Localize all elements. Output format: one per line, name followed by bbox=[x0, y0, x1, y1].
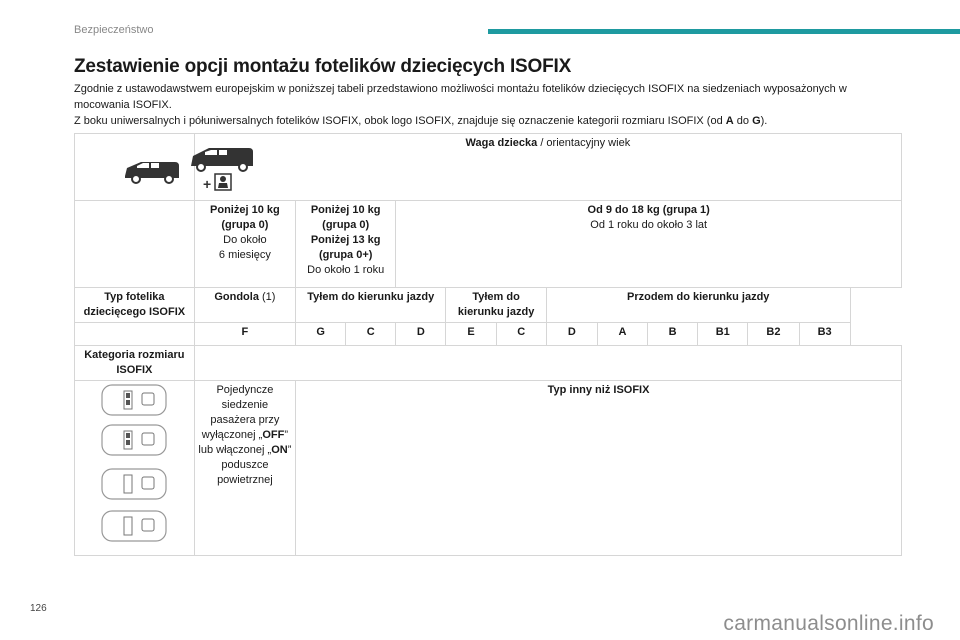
weight-group-1: Od 9 do 18 kg (grupa 1) Od 1 roku do około 3 lat bbox=[396, 201, 902, 288]
letter-cell: A bbox=[597, 323, 647, 346]
page-title: Zestawienie opcji montażu fotelików dziecięcych ISOFIX bbox=[74, 56, 572, 77]
weight-group-0: Poniżej 10 kg (grupa 0) Do około 6 miesięcy bbox=[194, 201, 295, 288]
vans-and-child-seat-icon bbox=[119, 142, 253, 192]
seat-description: Pojedyncze siedzenie pasażera przy wyłączonej „OFF” lub włączonej „ON” poduszce powietrznej bbox=[194, 381, 295, 556]
letter-cell: B1 bbox=[698, 323, 748, 346]
intro-line-2: Z boku uniwersalnych i półuniwersalnych fotelików ISOFIX, obok logo ISOFIX, znajduje się oznaczenie kategorii rozmiaru ISOFIX (od A do G). bbox=[74, 115, 768, 127]
car-seat-layout-icon bbox=[98, 383, 170, 543]
page-number: 126 bbox=[30, 603, 47, 614]
empty-cell bbox=[75, 201, 195, 288]
letter-cell: C bbox=[496, 323, 546, 346]
watermark: carmanualsonline.info bbox=[723, 612, 934, 635]
weight-group-0plus: Poniżej 10 kg (grupa 0) Poniżej 13 kg (grupa 0+) Do około 1 roku bbox=[296, 201, 396, 288]
type-gondola: Gondola (1) bbox=[194, 288, 295, 323]
type-rear-facing-0plus: Tyłem do kierunku jazdy bbox=[296, 288, 446, 323]
letter-cell: B bbox=[648, 323, 698, 346]
type-rear-facing-1: Tyłem do kierunku jazdy bbox=[446, 288, 546, 323]
svg-text:+: + bbox=[203, 176, 212, 192]
letter-cell: F bbox=[194, 323, 295, 346]
seat-layout-cell bbox=[75, 381, 195, 556]
letter-cell: B2 bbox=[748, 323, 799, 346]
vehicles-icon-cell bbox=[75, 134, 212, 201]
letter-cell: D bbox=[546, 323, 597, 346]
letter-cell: D bbox=[396, 323, 446, 346]
intro-text bbox=[74, 81, 904, 129]
weight-header: Waga dziecka / orientacyjny wiek bbox=[194, 134, 901, 201]
empty-cell bbox=[75, 323, 195, 346]
section-header: Bezpieczeństwo bbox=[74, 24, 154, 36]
letter-cell: B3 bbox=[799, 323, 850, 346]
empty-cell bbox=[194, 346, 901, 381]
isofix-table bbox=[74, 133, 902, 556]
letter-cell: E bbox=[446, 323, 496, 346]
header-accent-bar bbox=[488, 29, 960, 34]
type-forward-facing: Przodem do kierunku jazdy bbox=[546, 288, 850, 323]
size-category-label: Kategoria rozmiaru ISOFIX bbox=[75, 346, 195, 381]
intro-line-1: Zgodnie z ustawodawstwem europejskim w poniższej tabeli przedstawiono możliwości montażu fotelików dziecięcych ISOFIX na siedzeniach wyposażonych w mocowania ISOFIX. bbox=[74, 83, 847, 111]
type-label: Typ fotelika dziecięcego ISOFIX bbox=[75, 288, 195, 323]
letter-cell: C bbox=[346, 323, 396, 346]
result-not-isofix: Typ inny niż ISOFIX bbox=[296, 381, 902, 556]
letter-cell: G bbox=[296, 323, 346, 346]
